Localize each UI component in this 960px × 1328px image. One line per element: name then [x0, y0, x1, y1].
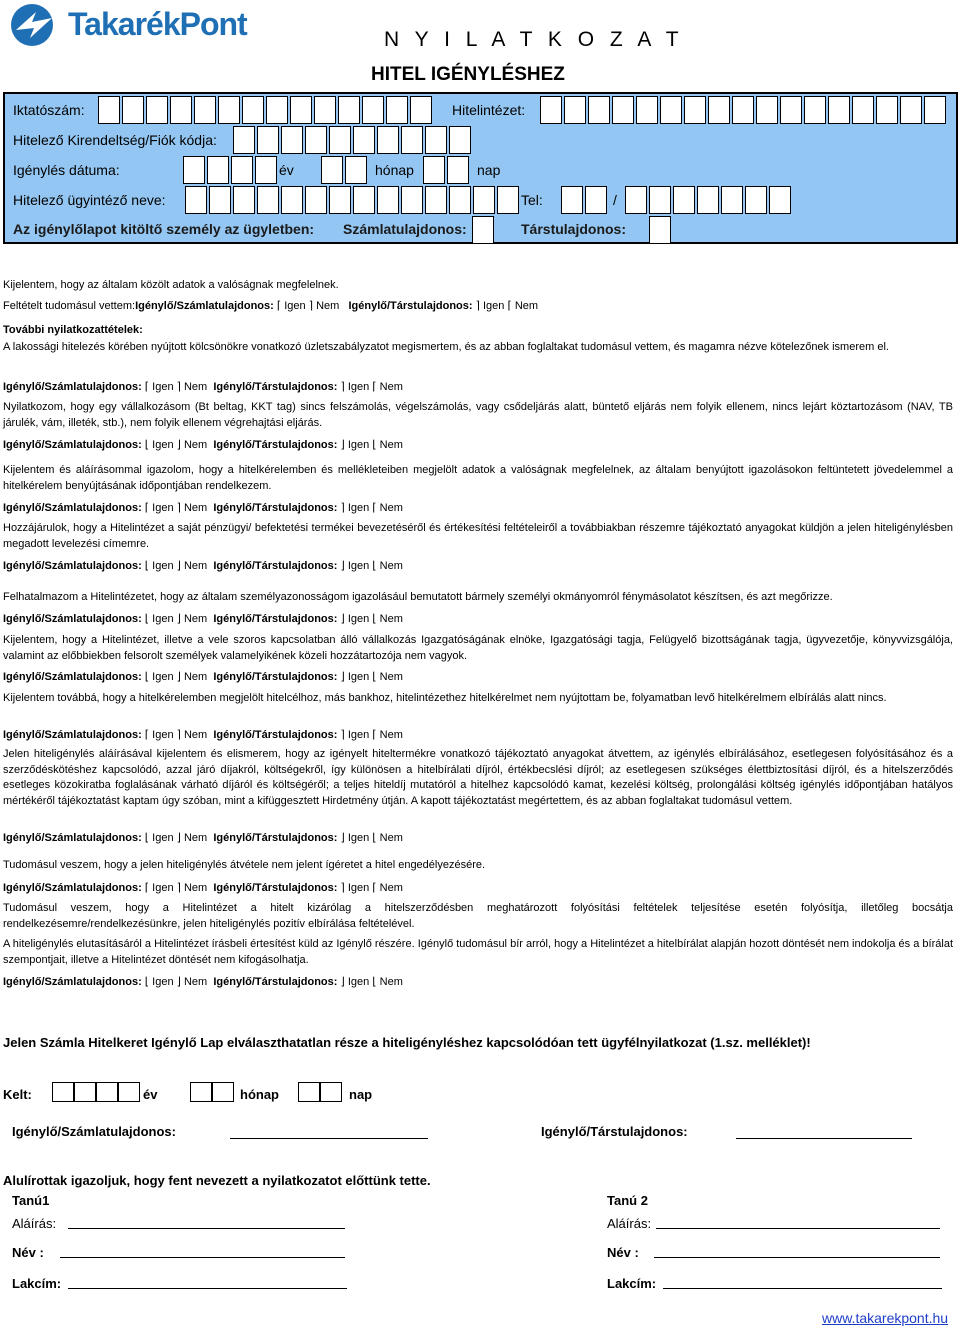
website-link[interactable]: www.takarekpont.hu — [822, 1310, 949, 1326]
choice-row: Igénylő/Számlatulajdonos: ⌊ Igen ⌋ Nem Igénylő/Társtulajdonos: ⌋ Igen ⌊ Nem — [3, 976, 403, 988]
choice-row: Igénylő/Számlatulajdonos: ⌈ Igen ⌉ Nem Igénylő/Társtulajdonos: ⌉ Igen ⌈ Nem — [3, 882, 403, 894]
tanu2-heading: Tanú 2 — [607, 1193, 648, 1208]
tanu2-nev-label: Név : — [607, 1245, 639, 1260]
declaration-p0: Kijelentem, hogy az általam közölt adatok a valóságnak megfelelnek. — [3, 279, 339, 291]
tanu2-alairas-label: Aláírás: — [607, 1216, 652, 1231]
choice-row: Igénylő/Számlatulajdonos: ⌊ Igen ⌋ Nem Igénylő/Társtulajdonos: ⌋ Igen ⌊ Nem — [3, 832, 403, 844]
declaration-p10: Tudomásul veszem, hogy a jelen hiteligénylés átvétele nem jelent ígéretet a hitel engedélyezésére. — [3, 859, 486, 871]
nem-option[interactable]: Nem — [316, 300, 340, 312]
kelt-honap-label: hónap — [240, 1087, 279, 1102]
checkbox-icon[interactable]: ⌈ — [507, 300, 512, 312]
declaration-p5: Hozzájárulok, hogy a Hitelintézet a saját pénzügyi/ befektetési termékei bevezetéséről és értékesítési feltételeiről a továbbiakban részemre tájékoztató anyagokat küldjön a jelen hiteligénylésben megadott levelezési címemre. — [3, 522, 953, 550]
declaration-p9: Jelen hiteligénylés aláírásával kijelentem és elismerem, hogy az igényelt hiteltermékre vonatkozó tájékoztató anyagokat átvettem, az igénylés elbírálásához, esetlegesen folyósításához és a szerződéskötéshez kapcsolódó, azzal járó díjakról, költségekről, így különösen a hitelbírálati díjról, értékbecslési díjról; az esetlegesen szükséges élettbiztosítási díjról, és a hitelszerződés esetleges közokiratba foglalásának várható díjáról és költségéről; a teljes hiteldíj mutatóról a hitelhez kapcsolódó kamat, kezelési költség, prolongálási költség igénylés időpontjában hatályos mértékéről tájékoztatást kaptam úgy szóban, mint a kifüggesztett Hirdetmény útján. A kapott tájékoztatást megértettem, és az abban foglaltakat tudomásul vettem. — [3, 748, 953, 807]
choice-row: Igénylő/Számlatulajdonos: ⌈ Igen ⌉ Nem Igénylő/Társtulajdonos: ⌉ Igen ⌈ Nem — [3, 381, 403, 393]
honap-label: hónap — [375, 162, 414, 178]
szt-label: Igénylő/Számlatulajdonos: — [135, 300, 274, 312]
declaration-p2: A lakossági hitelezés körében nyújtott kölcsönökre vonatkozó üzletszabályzatot megismertem, és az abban foglaltakat tudomásul vettem, és magamra nézve kötelezőnek ismerem el. — [3, 341, 889, 353]
tel-number-input[interactable] — [625, 186, 793, 214]
szamla-label: Számlatulajdonos: — [343, 221, 467, 237]
sign-szt-label: Igénylő/Számlatulajdonos: — [12, 1124, 176, 1139]
igen-option[interactable]: Igen — [284, 300, 306, 312]
tanu1-lakcim-label: Lakcím: — [12, 1276, 62, 1291]
condition-prefix: Feltételt tudomásul vettem: — [3, 300, 136, 312]
ugyintezo-label: Hitelező ügyintéző neve: — [13, 192, 166, 208]
witness-statement: Alulírottak igazoljuk, hogy fent nevezett a nyilatkozatot előttünk tette. — [3, 1173, 431, 1188]
sign-tt-line[interactable] — [736, 1138, 912, 1139]
choice-row: Igénylő/Számlatulajdonos: ⌊ Igen ⌋ Nem Igénylő/Társtulajdonos: ⌋ Igen ⌊ Nem — [3, 439, 403, 451]
tanu1-heading: Tanú1 — [12, 1193, 50, 1208]
separability-notice: Jelen Számla Hitelkeret Igénylő Lap elválaszthatatlan része a hiteligényléshez kapcsolódóan tett ügyfélnyilatkozat (1.sz. melléklet)! — [3, 1035, 811, 1050]
tanu1-alairas-label: Aláírás: — [12, 1216, 57, 1231]
declaration-p4: Kijelentem és aláírásommal igazolom, hogy a hitelkérelemben és mellékleteiben megjelölt adatok a valóságnak megfelelnek, az általam benyújtott igazolásokon feltüntetett jövedelemmel a hitelkérelem benyújtásának időpontjában rendelkezem. — [3, 464, 953, 492]
tanu2-nev-line[interactable] — [654, 1257, 940, 1258]
tanu2-lakcim-line[interactable] — [663, 1288, 942, 1289]
declaration-p6: Felhatalmazom a Hitelintézetet, hogy az általam személyazonosságom igazolásául bemutatott bármely személyi okmányomról fénymásolatot készítsen, és azt megőrizze. — [3, 591, 833, 603]
document-title: N Y I L A T K O Z A T — [384, 28, 684, 51]
tanu1-nev-label: Név : — [12, 1245, 44, 1260]
declaration-p12: A hiteligénylés elutasításáról a Hitelintézet írásbeli értesítést küld az Igénylő részére. Igénylő tudomásul bír arról, hogy a Hitelintézet a hitelbírálat alapján hozott döntését nem indokolja és a bírálat szempontjait, illetve a Hitelintézet döntését nem kifogásolhatja. — [3, 938, 953, 966]
datum-label: Igénylés dátuma: — [13, 162, 120, 178]
kitolto-label: Az igénylőlapot kitöltő személy az ügyletben: — [13, 221, 315, 237]
tanu2-lakcim-label: Lakcím: — [607, 1276, 657, 1291]
checkbox-icon[interactable]: ⌉ — [308, 300, 314, 312]
declaration-p7: Kijelentem, hogy a Hitelintézet, illetve a vele szoros kapcsolatban álló vállalkozás Igazgatóságának elnöke, Igazgatósági tagja, Felügyelő bizottságának tagja, ügyvezetője, könyvvizsgálója, valamint az előbbiekben felsorolt személyek valamelyikének közeli hozzátartozója nem vagyok. — [3, 634, 953, 662]
szamla-checkbox[interactable] — [472, 216, 496, 244]
tanu1-nev-line[interactable] — [60, 1257, 345, 1258]
iktatoszam-label: Iktatószám: — [13, 102, 85, 118]
nem-option[interactable]: Nem — [514, 300, 539, 312]
sign-szt-line[interactable] — [230, 1138, 428, 1139]
logo-emblem-icon — [6, 2, 62, 48]
kelt-ev-label: év — [143, 1087, 158, 1102]
condition-row — [3, 299, 538, 312]
date-day-input[interactable] — [423, 156, 471, 184]
tars-label: Társtulajdonos: — [521, 221, 627, 237]
date-year-input[interactable] — [183, 156, 279, 184]
tanu2-alairas-line[interactable] — [656, 1228, 940, 1229]
ev-label: év — [279, 162, 294, 178]
date-month-input[interactable] — [321, 156, 369, 184]
choice-row: Igénylő/Számlatulajdonos: ⌊ Igen ⌋ Nem Igénylő/Társtulajdonos: ⌋ Igen ⌊ Nem — [3, 613, 403, 625]
tt-label: Igénylő/Társtulajdonos: — [348, 300, 473, 312]
checkbox-icon[interactable]: ⌉ — [475, 300, 480, 312]
sign-tt-label: Igénylő/Társtulajdonos: — [541, 1124, 688, 1139]
declaration-p8: Kijelentem továbbá, hogy a hitelkérelemben megjelölt hitelcélhoz, más bankhoz, hitelintézethez hitelkérelmet nem nyújtottam be, folyamatban levő hitelkérelmem elbírálás alatt nincs. — [3, 692, 887, 704]
igen-option[interactable]: Igen — [482, 300, 505, 312]
hitelintezet-input[interactable] — [540, 96, 948, 124]
kirendeltseg-label: Hitelező Kirendeltség/Fiók kódja: — [13, 132, 217, 148]
nap-label: nap — [477, 162, 501, 178]
ugyintezo-input[interactable] — [185, 186, 521, 214]
choice-row: Igénylő/Számlatulajdonos: ⌈ Igen ⌉ Nem Igénylő/Társtulajdonos: ⌉ Igen ⌈ Nem — [3, 502, 403, 514]
tovabbi-heading: További nyilatkozattételek: — [3, 324, 143, 336]
checkbox-icon[interactable]: ⌈ — [276, 300, 282, 312]
choice-row: Igénylő/Számlatulajdonos: ⌈ Igen ⌉ Nem Igénylő/Társtulajdonos: ⌉ Igen ⌈ Nem — [3, 729, 403, 741]
tars-checkbox[interactable] — [649, 216, 673, 244]
tel-label: Tel: — [521, 192, 543, 208]
tanu1-alairas-line[interactable] — [68, 1228, 345, 1229]
hitelintezet-label: Hitelintézet: — [452, 102, 526, 118]
logo-text: TakarékPont — [68, 6, 247, 42]
tanu1-lakcim-line[interactable] — [68, 1288, 347, 1289]
kelt-label: Kelt: — [3, 1087, 32, 1102]
form-panel — [3, 92, 958, 244]
choice-row: Igénylő/Számlatulajdonos: ⌊ Igen ⌋ Nem Igénylő/Társtulajdonos: ⌋ Igen ⌊ Nem — [3, 671, 403, 683]
kelt-nap-label: nap — [349, 1087, 373, 1102]
kirendeltseg-input[interactable] — [233, 126, 473, 154]
declaration-p11: Tudomásul veszem, hogy a Hitelintézet a hitelt kizárólag a hitelszerződésben meghatározott folyósítási feltételek teljesítése esetén folyósítja, illetőleg bocsátja rendelkezésemre/rendelkezésünkre, jelen hiteligénylés pozitív elbírálása feltételével. — [3, 902, 953, 930]
choice-row: Igénylő/Számlatulajdonos: ⌊ Igen ⌋ Nem Igénylő/Társtulajdonos: ⌋ Igen ⌊ Nem — [3, 560, 403, 572]
iktatoszam-input[interactable] — [98, 96, 434, 124]
document-subtitle: HITEL IGÉNYLÉSHEZ — [371, 64, 565, 85]
declaration-p3: Nyilatkozom, hogy egy vállalkozásom (Bt beltag, KKT tag) sincs felszámolás, végelszámolás, vagy csődeljárás alatt, büntető eljárás nem folyik ellenem, nincs lejárt köztartozásom (NAV, TB járulék, vám, illeték, stb.), nem folyik ellenem végrehajtási eljárás. — [3, 401, 953, 429]
tel-area-input[interactable] — [561, 186, 609, 214]
takarekpont-logo — [6, 2, 246, 48]
tel-slash: / — [613, 192, 617, 208]
